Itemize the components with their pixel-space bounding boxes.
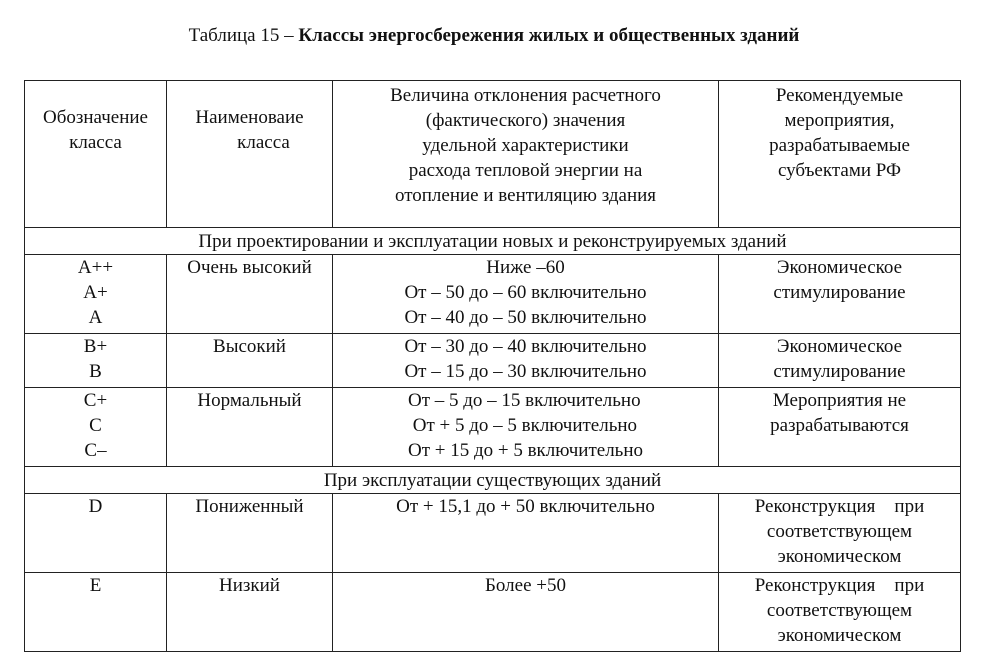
measures-cell [719,573,961,652]
class-code-cell [25,388,167,467]
header-text-line: мероприятия, [784,110,895,131]
measure-line: Экономическое [776,257,903,278]
energy-class-table [24,80,961,652]
header-text-line: (фактического) значения [425,110,626,131]
class-code: B [89,361,102,382]
header-text-line: Обозначение [43,107,148,128]
deviation-cell [333,388,719,467]
class-name-cell: Высокий [167,334,333,388]
header-text-line: Величина отклонения расчетного [390,85,661,106]
table-row [25,334,961,388]
range-line: От – 15 до – 30 включительно [404,361,647,382]
class-code: C– [84,440,107,461]
caption-title: Классы энергосбережения жилых и общественных зданий [298,25,800,46]
header-measures [719,81,961,228]
range-line: От – 30 до – 40 включительно [404,336,647,357]
header-text-line: Наименоваие [195,107,304,128]
section-title: При проектировании и эксплуатации новых и реконструируемых зданий [25,228,961,255]
measure-line: соответствующем [766,521,913,542]
header-text-line: субъектами РФ [777,160,902,181]
table-row [25,494,961,573]
header-class-name [167,81,333,228]
measure-line: Реконструкция при [754,496,925,517]
class-code-cell [25,334,167,388]
class-code: D [88,496,103,517]
class-code: E [89,575,102,596]
header-text-line: класса [237,132,290,153]
class-code: А [88,307,103,328]
table-row [25,255,961,334]
range-line: От + 5 до – 5 включительно [407,415,638,436]
class-code: А++ [77,257,114,278]
measures-cell [719,494,961,573]
class-code-cell [25,255,167,334]
section-row-new-buildings [25,228,961,255]
class-name-cell: Очень высокий [167,255,333,334]
class-name-cell: Низкий [167,573,333,652]
class-name-cell: Нормальный [167,388,333,467]
header-text-line: отопление и вентиляцию здания [394,185,657,206]
range-line: От – 50 до – 60 включительно [404,282,647,303]
class-code-cell [25,494,167,573]
deviation-cell [333,255,719,334]
header-text-line: Рекомендуемые [775,85,904,106]
range-line: Ниже –60 [486,257,565,278]
class-code: C+ [83,390,108,411]
deviation-cell [333,334,719,388]
table-header-row [25,81,961,228]
class-code: А+ [83,282,108,303]
measure-line: Реконструкция при [754,575,925,596]
range-line: От – 5 до – 15 включительно [407,390,641,411]
measure-line: экономическом [777,625,902,646]
header-text-line: разрабатываемые [769,135,910,156]
range-list [404,334,646,384]
section-row-existing-buildings [25,467,961,494]
header-text-line: расхода тепловой энергии на [408,160,643,181]
range-line: От + 15 до + 5 включительно [407,440,644,461]
measure-line: экономическом [777,546,902,567]
range-list [408,388,643,463]
deviation-cell: Более +50 [333,573,719,652]
measure-line: разрабатываются [770,415,909,436]
table-caption [0,24,988,48]
measures-cell [719,334,961,388]
header-text-line: класса [69,132,122,153]
measure-line: Мероприятия не [772,390,907,411]
class-code-cell [25,573,167,652]
range-line: От – 40 до – 50 включительно [404,307,647,328]
range-list [404,255,646,330]
measure-line: Экономическое [776,336,903,357]
table-row [25,388,961,467]
deviation-cell: От + 15,1 до + 50 включительно [333,494,719,573]
section-title: При эксплуатации существующих зданий [25,467,961,494]
class-name-cell: Пониженный [167,494,333,573]
measures-cell [719,255,961,334]
measure-line: стимулирование [773,282,906,303]
measure-line: стимулирование [773,361,906,382]
header-class-code [25,81,167,228]
header-deviation [333,81,719,228]
measures-cell [719,388,961,467]
table-row [25,573,961,652]
class-code: C [89,415,102,436]
measure-line: соответствующем [766,600,913,621]
caption-prefix: Таблица 15 – [188,25,299,46]
class-code: B+ [83,336,108,357]
header-text-line: удельной характеристики [422,135,629,156]
